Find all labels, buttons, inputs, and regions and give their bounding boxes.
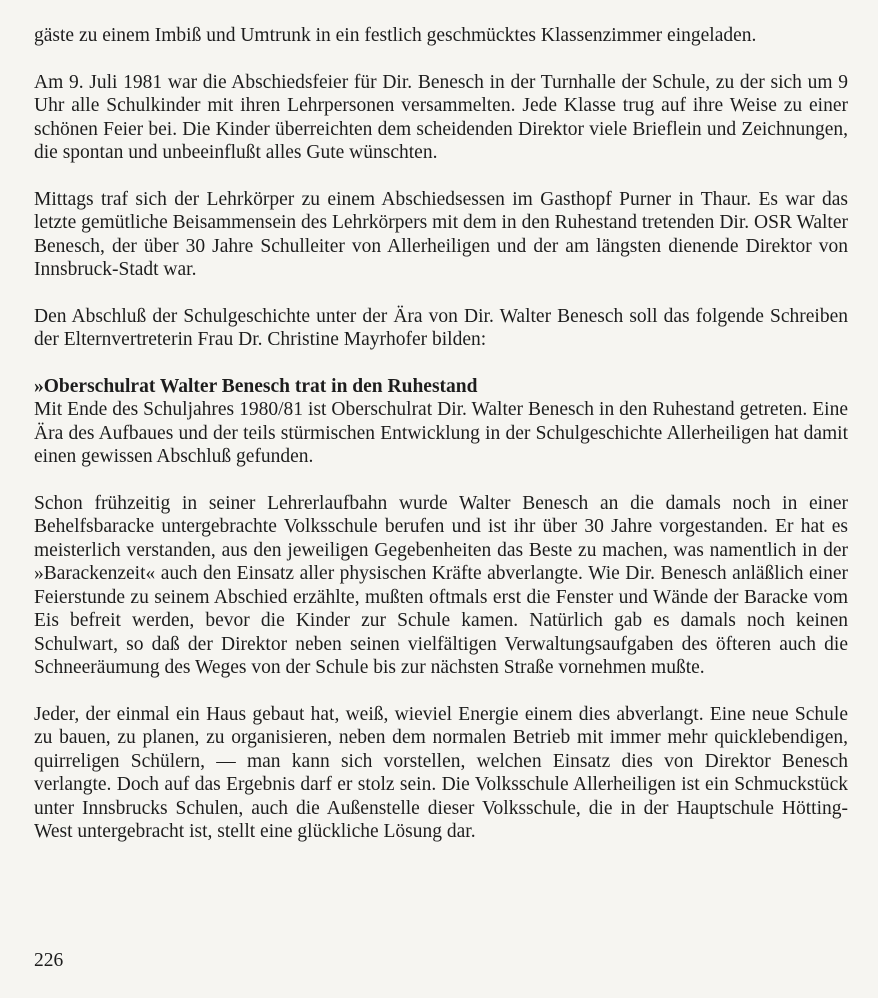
letter-heading: »Oberschulrat Walter Benesch trat in den Ruhestand	[34, 375, 478, 397]
page-number: 226	[34, 950, 64, 971]
letter-paragraph-2: Schon frühzeitig in seiner Lehrerlaufbahn wurde Walter Benesch an die damals noch in einer Behelfsbaracke untergebrachte Volksschule berufen und ist ihr über 30 Jahre vorgestanden. Er hat es meisterlich verstanden, aus den jeweiligen Gegebenheiten das Beste zu machen, was namentlich in der »Barackenzeit« auch den Einsatz aller physischen Kräfte abverlangte. Wie Dir. Benesch anläßlich einer Feierstunde zu seinem Abschied erzählte, mußten oftmals erst die Fenster und Wände der Baracke vom Eis befreit werden, bevor die Kinder zur Schule kamen. Natürlich gab es damals noch keinen Schulwart, so daß der Direktor neben seinen vielfältigen Verwaltungsaufgaben des öfteren auch die Schneeräumung des Weges von der Schule bis zur nächsten Straße vornehmen mußte.	[34, 492, 848, 678]
letter-paragraph-1: Mit Ende des Schuljahres 1980/81 ist Oberschulrat Dir. Walter Benesch in den Ruhestand getreten. Eine Ära des Aufbaues und der teils stürmischen Entwicklung in der Schulgeschichte Allerheiligen hat damit einen gewissen Abschluß gefunden.	[34, 399, 848, 467]
paragraph-1: gäste zu einem Imbiß und Umtrunk in ein festlich geschmücktes Klassenzimmer eingeladen.	[34, 25, 757, 46]
letter-paragraph-3: Jeder, der einmal ein Haus gebaut hat, weiß, wieviel Energie einem dies abverlangt. Eine neue Schule zu bauen, zu planen, zu organisieren, neben dem normalen Betrieb mit immer mehr quicklebendigen, quirreligen Schülern, — man kann sich vorstellen, welchen Einsatz dies von Direktor Benesch verlangte. Doch auf das Ergebnis darf er stolz sein. Die Volksschule Allerheiligen ist ein Schmuckstück unter Innsbrucks Schulen, auch die Außenstelle dieser Volksschule, die in der Hauptschule Hötting-West untergebracht ist, stellt eine glückliche Lösung dar.	[34, 703, 848, 842]
paragraph-4: Den Abschluß der Schulgeschichte unter der Ära von Dir. Walter Benesch soll das folgende Schreiben der Elternvertreterin Frau Dr. Christine Mayrhofer bilden:	[34, 305, 848, 350]
paragraph-2: Am 9. Juli 1981 war die Abschiedsfeier für Dir. Benesch in der Turnhalle der Schule, zu der sich um 9 Uhr alle Schulkinder mit ihren Lehrpersonen versammelten. Jede Klasse trug auf ihre Weise zu einer schönen Feier bei. Die Kinder überreichten dem scheidenden Direktor viele Brieflein und Zeichnungen, die spontan und unbeeinflußt alles Gute wünschten.	[34, 71, 848, 163]
paragraph-3: Mittags traf sich der Lehrkörper zu einem Abschiedsessen im Gasthopf Purner in Thaur. Es war das letzte gemütliche Beisammensein des Lehrkörpers mit dem in den Ruhestand tretenden Dir. OSR Walter Benesch, der über 30 Jahre Schulleiter von Allerheiligen und der am längsten dienende Direktor von Innsbruck-Stadt war.	[34, 188, 848, 280]
document-page	[34, 24, 848, 867]
letter-section	[34, 375, 848, 469]
